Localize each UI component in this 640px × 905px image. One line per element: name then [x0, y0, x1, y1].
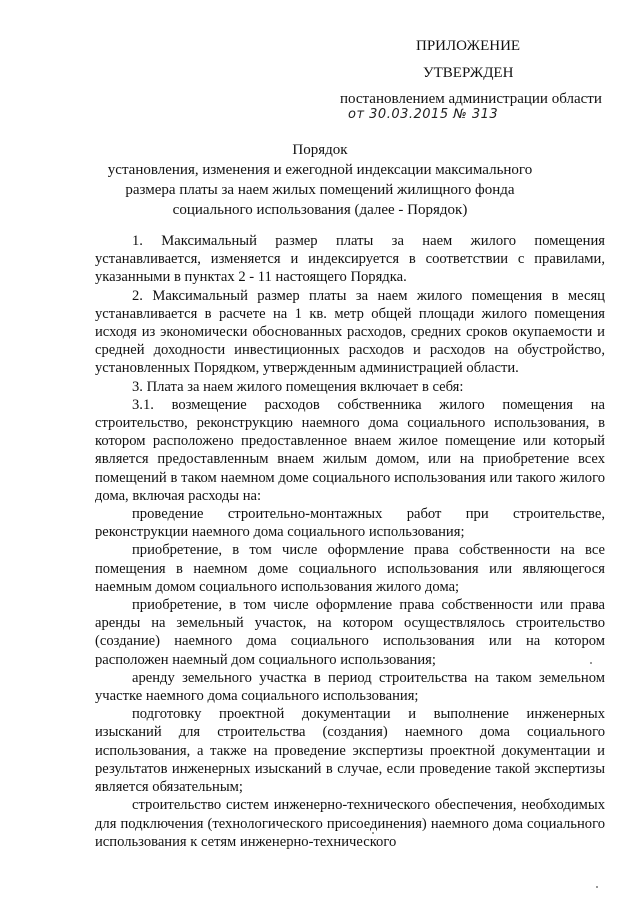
paragraph-3: 3. Плата за наем жилого помещения включает в себя:: [132, 378, 464, 395]
paragraph-3-1: 3.1. возмещение расходов собственника жилого помещения на строительство, реконструкцию наемного дома социального использования, в котором расположено предоставленное внаем жилое помещение или который является предоставленным внаем жилым домом, или на приобретение всех помещений в таком наемном доме социального использования или такого жилого дома, включая расходы на:: [95, 396, 605, 504]
appendix-heading: ПРИЛОЖЕНИЕ: [416, 38, 521, 54]
title-line-3: размера платы за наем жилых помещений жилищного фонда: [125, 182, 515, 198]
list-item-construction: проведение строительно-монтажных работ при строительстве, реконструкции наемного дома социального использования;: [95, 506, 605, 541]
scan-speck: [372, 832, 374, 834]
approved-heading: УТВЕРЖДЕН: [423, 65, 514, 81]
document-body: [95, 232, 605, 851]
list-item-acquisition-premises: приобретение, в том числе оформление права собственности на все помещения в наемном доме социального использования или являющегося наемным домом социального использования жилого дома;: [95, 542, 605, 595]
list-item-project-documentation: подготовку проектной документации и выполнение инженерных изысканий для строительства (создания) наемного дома социального использования, а также на проведение экспертизы проектной документации и результатов инженерных изысканий в случае, если проведение такой экспертизы является обязательным;: [95, 706, 605, 796]
scan-speck: [596, 886, 598, 888]
title-line-1: Порядок: [292, 142, 348, 158]
handwritten-date-number: от 30.03.2015 № 313: [348, 107, 499, 122]
title-line-2: установления, изменения и ежегодной индексации максимального: [107, 162, 533, 178]
paragraph-1: 1. Максимальный размер платы за наем жилого помещения устанавливается, изменяется и индексируется в соответствии с правилами, указанными в пунктах 2 - 11 настоящего Порядка.: [95, 233, 605, 286]
paragraph-2: 2. Максимальный размер платы за наем жилого помещения в месяц устанавливается в расчете на 1 кв. метр общей площади жилого помещения исходя из экономически обоснованных расходов, средних сроков окупаемости и средней доходности инвестиционных расходов и расходов на обустройство, установленных Порядком, утвержденным администрацией области.: [95, 287, 605, 377]
list-item-engineering-systems: строительство систем инженерно-технического обеспечения, необходимых для подключения (технологического присоединения) наемного дома социального использования к сетям инженерно-технического: [95, 797, 605, 850]
resolution-line: постановлением администрации области: [340, 91, 602, 107]
list-item-acquisition-land: приобретение, в том числе оформление права собственности или права аренды на земельный участок, на котором осуществлялось строительство (создание) наемного дома социального использования или на котором расположен наемный дом социального использования;: [95, 597, 605, 668]
scan-speck: [590, 662, 592, 664]
document-title: [100, 140, 540, 220]
list-item-land-lease: аренду земельного участка в период строительства на таком земельном участке наемного дома социального использования;: [95, 669, 605, 705]
title-line-4: социального использования (далее - Порядок): [172, 202, 468, 218]
